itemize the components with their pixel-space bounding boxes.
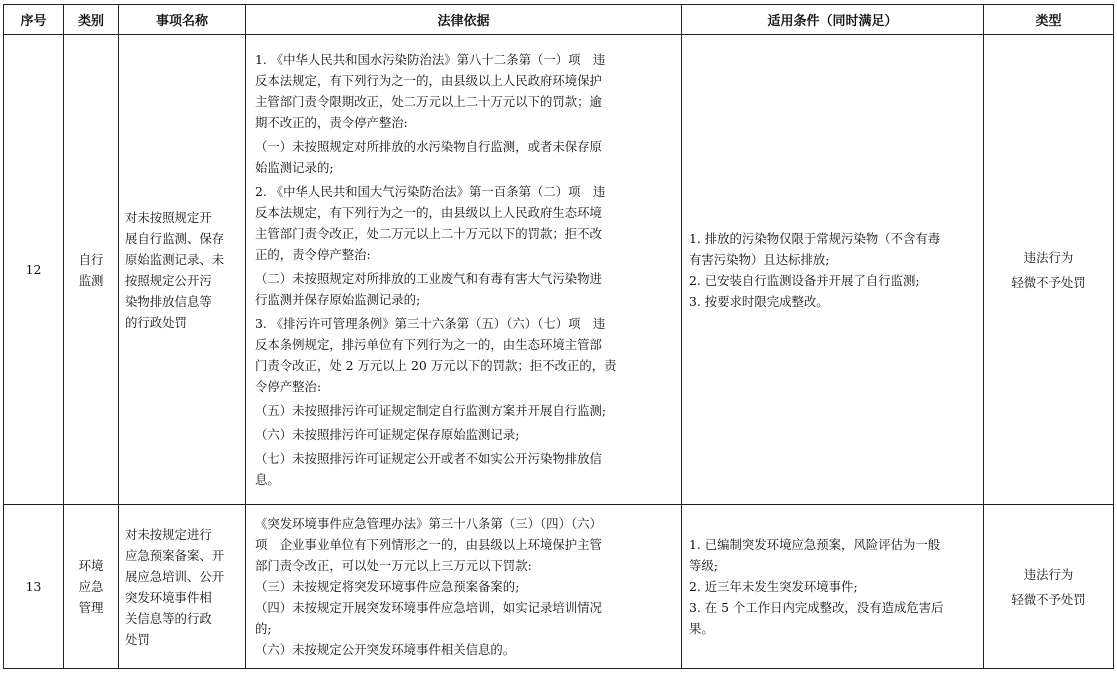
header-no: 序号 <box>4 5 64 35</box>
penalty-table <box>3 4 1114 669</box>
type-line: 违法行为 <box>1023 566 1074 582</box>
law-line: 2. 《中华人民共和国大气污染防治法》第一百条第（二）项 违 <box>255 184 606 200</box>
law-paragraph <box>255 313 673 397</box>
item-line: 处罚 <box>125 631 150 647</box>
law-line: （三）未按规定将突发环境事件应急预案备案的; <box>255 579 520 595</box>
law-line: 1. 《中华人民共和国水污染防治法》第八十二条第（一）项 违 <box>255 52 606 68</box>
header-item: 事项名称 <box>119 5 246 35</box>
law-line: 反本条例规定，排污单位有下列行为之一的，由生态环境主管部 <box>255 337 602 353</box>
row-number: 13 <box>4 505 64 669</box>
law-paragraph <box>255 424 673 445</box>
law-line: （四）未按规定开展突发环境事件应急培训，如实记录培训情况 <box>255 600 602 616</box>
item-line: 的行政处罚 <box>125 314 187 330</box>
law-line: 主管部门责令限期改正，处二万元以上二十万元以下的罚款；逾 <box>255 94 602 110</box>
row-item-name <box>119 35 246 505</box>
condition-line: 1. 已编制突发环境应急预案，风险评估为一般 <box>689 537 941 553</box>
type-line: 轻微不予处罚 <box>1011 274 1086 290</box>
row-legal-basis <box>246 505 682 669</box>
type-line: 违法行为 <box>1023 249 1074 265</box>
header-conditions: 适用条件（同时满足） <box>682 5 984 35</box>
law-line: （六）未按规定公开突发环境事件相关信息的。 <box>255 642 516 658</box>
condition-line: 1. 排放的污染物仅限于常规污染物（不含有毒 <box>689 230 941 246</box>
condition-line: 有害污染物）且达标排放; <box>689 251 830 267</box>
item-line: 展自行监测、保存 <box>125 230 225 246</box>
item-line: 对未按规定进行 <box>125 526 212 542</box>
item-line: 关信息等的行政 <box>125 610 212 626</box>
law-line: （一）未按照规定对所排放的水污染物自行监测，或者未保存原 <box>255 139 602 155</box>
category-line: 应急 <box>78 579 104 595</box>
law-paragraph <box>255 448 673 490</box>
header-row <box>4 5 1114 35</box>
condition-line: 3. 在 5 个工作日内完成整改，没有造成危害后 <box>689 600 944 616</box>
category-line: 监测 <box>78 272 104 288</box>
law-line: 《突发环境事件应急管理办法》第三十八条第（三）（四）（六） <box>255 516 602 532</box>
item-line: 展应急培训、公开 <box>125 568 225 584</box>
law-line: 反本法规定，有下列行为之一的，由县级以上人民政府生态环境 <box>255 205 602 221</box>
row-category <box>64 35 119 505</box>
law-paragraph <box>255 49 673 133</box>
header-legal-basis: 法律依据 <box>246 5 682 35</box>
condition-line: 2. 近三年未发生突发环境事件; <box>689 579 858 595</box>
law-paragraph <box>255 181 673 265</box>
law-line: （二）未按照规定对所排放的工业废气和有毒有害大气污染物进 <box>255 271 602 287</box>
category-line: 环境 <box>78 558 104 574</box>
item-line: 原始监测记录、未 <box>125 251 225 267</box>
condition-line: 果。 <box>689 621 714 637</box>
law-line: 行监测并保存原始监测记录的; <box>255 292 421 308</box>
law-line: 反本法规定，有下列行为之一的，由县级以上人民政府环境保护 <box>255 73 602 89</box>
item-line: 按照规定公开污 <box>125 272 212 288</box>
law-paragraph <box>255 513 673 660</box>
row-number: 12 <box>4 35 64 505</box>
row-legal-basis <box>246 35 682 505</box>
law-line: （六）未按照排污许可证规定保存原始监测记录; <box>255 427 520 443</box>
row-item-name <box>119 505 246 669</box>
header-type: 类型 <box>984 5 1114 35</box>
law-line: 门责令改正，处 2 万元以上 20 万元以下的罚款；拒不改正的，责 <box>255 358 617 374</box>
law-paragraph <box>255 400 673 421</box>
law-line: 的; <box>255 621 272 637</box>
condition-line: 3. 按要求时限完成整改。 <box>689 293 829 309</box>
law-line: 项 企业事业单位有下列情形之一的，由县级以上环境保护主管 <box>255 537 602 553</box>
law-paragraph <box>255 268 673 310</box>
row-type <box>984 35 1114 505</box>
law-line: 3. 《排污许可管理条例》第三十六条第（五）（六）（七）项 违 <box>255 316 606 332</box>
row-conditions <box>682 505 984 669</box>
table-row <box>4 35 1114 505</box>
law-line: 令停产整治: <box>255 379 322 395</box>
law-line: 始监测记录的; <box>255 160 334 176</box>
item-line: 应急预案备案、开 <box>125 547 225 563</box>
law-line: 期不改正的，责令停产整治: <box>255 115 408 131</box>
header-category: 类别 <box>64 5 119 35</box>
law-line: 主管部门责令改正，处二万元以上二十万元以下的罚款；拒不改 <box>255 226 602 242</box>
law-line: （七）未按照排污许可证规定公开或者不如实公开污染物排放信 <box>255 451 602 467</box>
condition-line: 2. 已安装自行监测设备并开展了自行监测; <box>689 272 920 288</box>
condition-line: 等级; <box>689 558 718 574</box>
table-row <box>4 505 1114 669</box>
item-line: 突发环境事件相 <box>125 589 212 605</box>
category-line: 自行 <box>78 251 104 267</box>
item-line: 对未按照规定开 <box>125 209 212 225</box>
law-line: 部门责令改正，可以处一万元以上三万元以下罚款: <box>255 558 532 574</box>
category-line: 管理 <box>78 600 104 616</box>
row-conditions <box>682 35 984 505</box>
row-category <box>64 505 119 669</box>
row-type <box>984 505 1114 669</box>
law-line: 正的，责令停产整治: <box>255 247 371 263</box>
law-paragraph <box>255 136 673 178</box>
law-line: 息。 <box>255 472 280 488</box>
item-line: 染物排放信息等 <box>125 293 212 309</box>
law-line: （五）未按照排污许可证规定制定自行监测方案并开展自行监测; <box>255 403 607 419</box>
type-line: 轻微不予处罚 <box>1011 591 1086 607</box>
